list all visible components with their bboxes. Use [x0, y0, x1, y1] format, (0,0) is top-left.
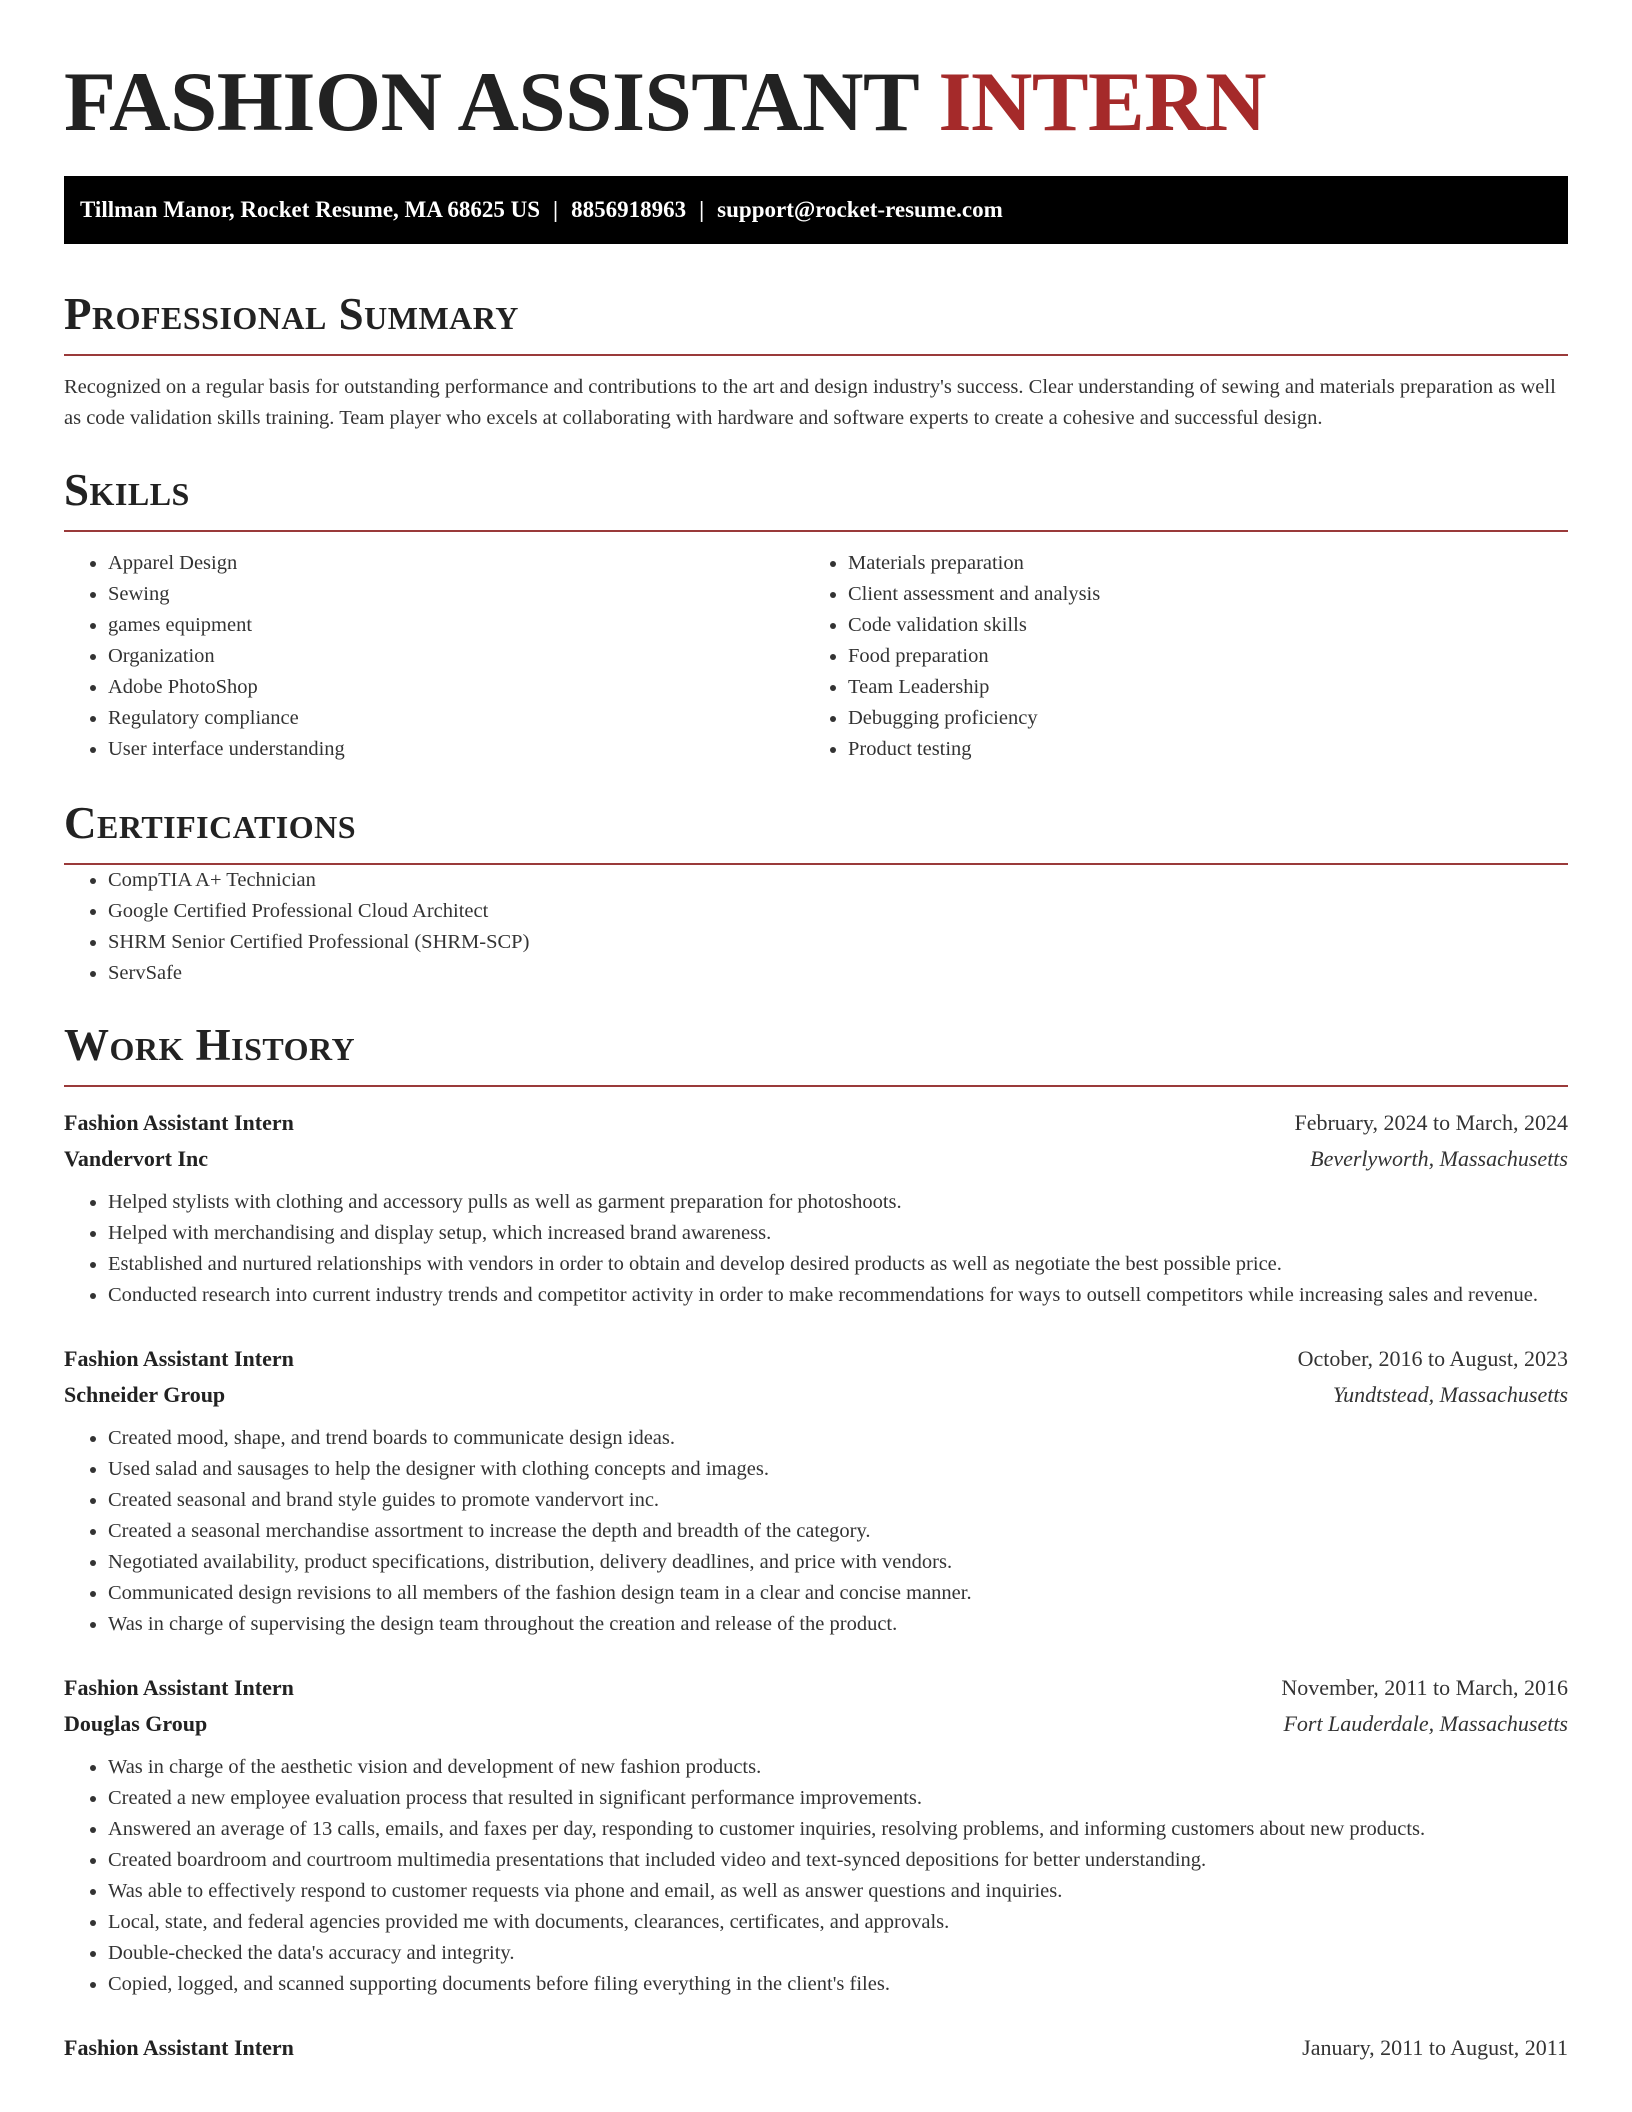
skill-item: • Sewing [108, 579, 804, 610]
skill-item: • Adobe PhotoShop [108, 672, 804, 703]
job-dates: January, 2011 to August, 2011 [1302, 2035, 1568, 2060]
section-divider [64, 1085, 1568, 1087]
certifications-section [64, 797, 1568, 989]
job-bullet: • Created a seasonal merchandise assortment to increase the depth and breadth of the category. [108, 1516, 1568, 1547]
job-bullet: • Helped stylists with clothing and accessory pulls as well as garment preparation for photoshoots. [108, 1187, 1568, 1218]
skills-heading: Skills [64, 465, 190, 515]
job-bullet: • Communicated design revisions to all members of the fashion design team in a clear and concise manner. [108, 1578, 1568, 1609]
job-header-row [64, 1105, 1568, 1141]
job-company-row [64, 1141, 1568, 1177]
certification-item: • SHRM Senior Certified Professional (SHRM-SCP) [108, 927, 1568, 958]
certification-item: • ServSafe [108, 958, 1568, 989]
job-bullet: • Created boardroom and courtroom multimedia presentations that included video and text-synced depositions for better understanding. [108, 1845, 1568, 1876]
contact-address: Tillman Manor, Rocket Resume, MA 68625 US [80, 197, 540, 222]
contact-phone: 8856918963 [571, 197, 687, 222]
certifications-heading: Certifications [64, 798, 357, 848]
skills-section [64, 464, 1568, 765]
job-bullet: • Created mood, shape, and trend boards to communicate design ideas. [108, 1423, 1568, 1454]
resume-title [64, 55, 1568, 149]
job-company: Douglas Group [64, 1711, 208, 1736]
job-title: Fashion Assistant Intern [64, 2035, 294, 2060]
job-bullets [64, 1423, 1568, 1640]
skills-grid [64, 548, 1568, 765]
resume-title-accent: INTERN [938, 55, 1266, 149]
job-bullet: • Was in charge of the aesthetic vision and development of new fashion products. [108, 1752, 1568, 1783]
job-company: Schneider Group [64, 1382, 226, 1407]
skill-item: • Food preparation [848, 641, 1544, 672]
section-divider [64, 354, 1568, 356]
skills-column-right [804, 548, 1544, 765]
contact-separator: | [699, 197, 705, 222]
job-bullet: • Established and nurtured relationships with vendors in order to obtain and develop desired products as well as negotiate the best possible price. [108, 1249, 1568, 1280]
job-location: Beverlyworth, Massachusetts [1310, 1146, 1568, 1171]
skills-column-left [64, 548, 804, 765]
job-title: Fashion Assistant Intern [64, 1675, 294, 1700]
skill-item: • Regulatory compliance [108, 703, 804, 734]
job-title: Fashion Assistant Intern [64, 1110, 294, 1135]
job-bullets [64, 1187, 1568, 1311]
job-bullet: • Was able to effectively respond to customer requests via phone and email, as well as answer questions and inquiries. [108, 1876, 1568, 1907]
job-bullet: • Conducted research into current industry trends and competitor activity in order to make recommendations for ways to outsell competitors while increasing sales and revenue. [108, 1280, 1568, 1311]
job-bullet: • Helped with merchandising and display setup, which increased brand awareness. [108, 1218, 1568, 1249]
work-history-section [64, 1019, 1568, 2066]
contact-separator: | [553, 197, 559, 222]
job-bullet: • Double-checked the data's accuracy and integrity. [108, 1938, 1568, 1969]
job-dates: November, 2011 to March, 2016 [1281, 1675, 1568, 1700]
skill-item: • Apparel Design [108, 548, 804, 579]
job-bullet: • Answered an average of 13 calls, emails, and faxes per day, responding to customer inquiries, resolving problems, and informing customers about new products. [108, 1814, 1568, 1845]
job-entry [64, 1105, 1568, 1311]
job-company: Vandervort Inc [64, 1146, 209, 1171]
skill-item: • Materials preparation [848, 548, 1544, 579]
job-entry [64, 1670, 1568, 2000]
skills-list-right [804, 548, 1544, 765]
job-bullet: • Was in charge of supervising the design team throughout the creation and release of the product. [108, 1609, 1568, 1640]
work-history-heading: Work History [64, 1020, 356, 1070]
certification-item: • CompTIA A+ Technician [108, 865, 1568, 896]
job-location: Yundtstead, Massachusetts [1332, 1382, 1568, 1407]
job-bullet: • Created a new employee evaluation process that resulted in significant performance improvements. [108, 1783, 1568, 1814]
job-entry [64, 2030, 1568, 2066]
skill-item: • Client assessment and analysis [848, 579, 1544, 610]
job-bullet: • Created seasonal and brand style guides to promote vandervort inc. [108, 1485, 1568, 1516]
job-entry [64, 1341, 1568, 1640]
job-header-row [64, 2030, 1568, 2066]
job-dates: February, 2024 to March, 2024 [1294, 1110, 1568, 1135]
skill-item: • User interface understanding [108, 734, 804, 765]
job-bullet: • Copied, logged, and scanned supporting documents before filing everything in the client's files. [108, 1969, 1568, 2000]
certifications-list [64, 865, 1568, 989]
skill-item: • Code validation skills [848, 610, 1544, 641]
job-location: Fort Lauderdale, Massachusetts [1283, 1711, 1568, 1736]
contact-email: support@rocket-resume.com [717, 197, 1003, 222]
job-bullets [64, 1752, 1568, 2000]
contact-bar [64, 176, 1568, 244]
summary-section [64, 288, 1568, 434]
skill-item: • Product testing [848, 734, 1544, 765]
job-dates: October, 2016 to August, 2023 [1297, 1346, 1568, 1371]
skill-item: • Organization [108, 641, 804, 672]
skill-item: • games equipment [108, 610, 804, 641]
job-title: Fashion Assistant Intern [64, 1346, 294, 1371]
skill-item: • Debugging proficiency [848, 703, 1544, 734]
job-header-row [64, 1341, 1568, 1377]
job-bullet: • Negotiated availability, product specifications, distribution, delivery deadlines, and price with vendors. [108, 1547, 1568, 1578]
section-divider [64, 530, 1568, 532]
summary-heading: Professional Summary [64, 289, 519, 339]
job-company-row [64, 1706, 1568, 1742]
job-company-row [64, 1377, 1568, 1413]
certification-item: • Google Certified Professional Cloud Architect [108, 896, 1568, 927]
skills-list-left [64, 548, 804, 765]
summary-text: Recognized on a regular basis for outstanding performance and contributions to the art and design industry's success. Clear understanding of sewing and materials preparation as well as code validation skills training. Team player who excels at collaborating with hardware and software experts to create a cohesive and successful design. [64, 376, 1556, 429]
job-bullet: • Local, state, and federal agencies provided me with documents, clearances, certificates, and approvals. [108, 1907, 1568, 1938]
resume-title-main: FASHION ASSISTANT [64, 55, 918, 149]
skill-item: • Team Leadership [848, 672, 1544, 703]
job-header-row [64, 1670, 1568, 1706]
job-bullet: • Used salad and sausages to help the designer with clothing concepts and images. [108, 1454, 1568, 1485]
